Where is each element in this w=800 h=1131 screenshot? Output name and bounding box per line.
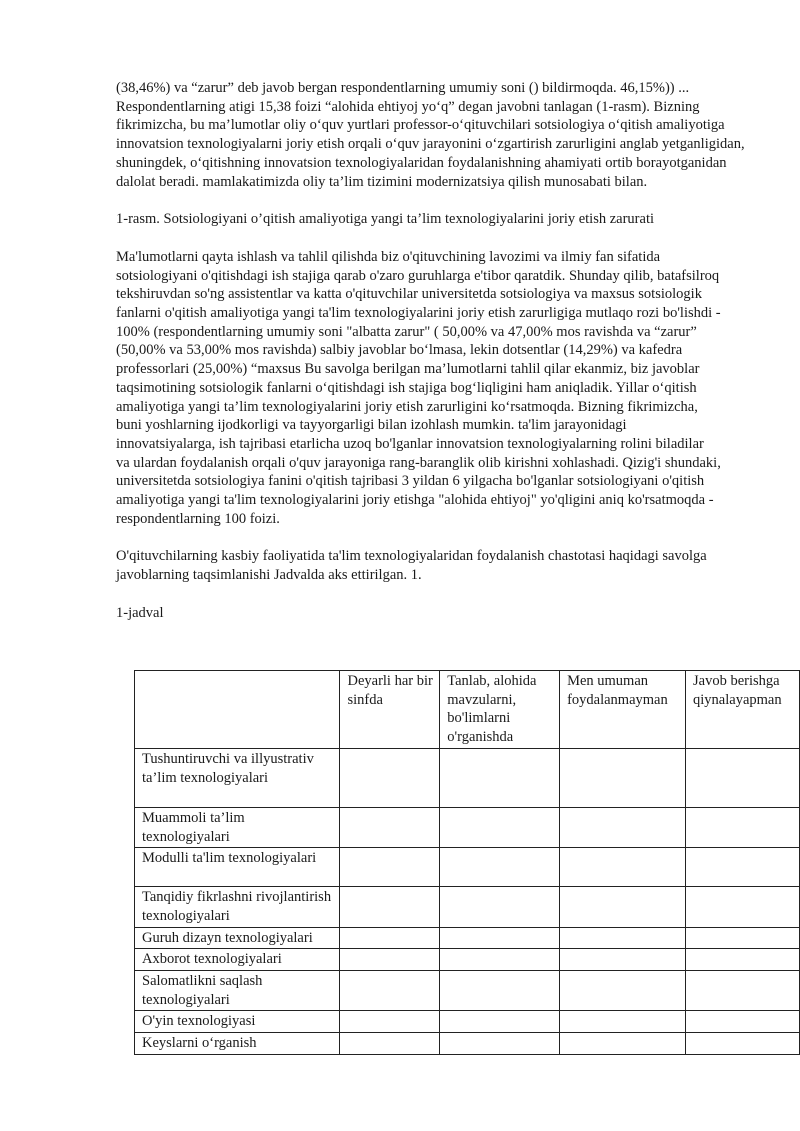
table-cell xyxy=(686,1033,800,1055)
header-cell-not-used: Men umuman foydalanmayman xyxy=(560,671,686,749)
table-row xyxy=(135,887,800,927)
table-cell xyxy=(686,971,800,1011)
row-label: Axborot texnologiyalari xyxy=(135,949,340,971)
table-cell xyxy=(686,748,800,807)
table-row xyxy=(135,1011,800,1033)
analysis-paragraph: Ma'lumotlarni qayta ishlash va tahlil qilishda biz o'qituvchining lavozimi va ilmiy fan sifatida sotsiologiyani o'qitishdagi ish stajiga qarab o'zaro guruhlarga e'tibor qaratdik. Shunday qilib, batafsilroq tekshiruvdan so'ng assistentlar va katta o'qituvchilar universitetda sotsiologiya va maxsus sotsiologik fanlarni o'qitish amaliyotiga yangi ta'lim texnologiyalarini joriy etish zarurligiga mutlaqo rozi bo'lishdi - 100% (respondentlarning umumiy soni "albatta zarur" ( 50,00% va 47,00% mos ravishda va “zarur” (50,00% va 53,00% mos ravishda) salbiy javoblar bo‘lmasa, lekin dotsentlar (14,29%) va kafedra professorlari (25,00%) “maxsus Bu savolga berilgan ma’lumotlarni tahlil qilar ekanmiz, biz javoblar taqsimotining sotsiologik fanlarni o‘qitishdagi ish stajiga bog‘liqligini ham aniqladik. Yillar o‘qitish amaliyotiga yangi ta’lim texnologiyalarini joriy etish zarurligini ko‘rsatmoqda. Bizning fikrimizcha, buni yoshlarning ijodkorligi va tayyorgarligi bilan izohlash mumkin. ta'lim jarayonidagi innovatsiyalarga, ish tajribasi etarlicha uzoq bo'lganlar innovatsion texnologiyalarning rolini biladilar va ulardan foydalanish orqali o'quv jarayoniga rang-baranglik olib kirishni xohlashadi. Qizig'i shundaki, universitetda sotsiologiya fanini o'qitish tajribasi 3 yildan 6 yilgacha bo'lganlar sotsiologiyani o'qitish amaliyotiga yangi ta'lim texnologiyalarini joriy etishga "alohida ehtiyoj" yo'qligini aniq ko'rsatmoqda - respondentlarning 100 foizi. xyxy=(116,248,721,527)
table-intro-paragraph: O'qituvchilarning kasbiy faoliyatida ta'lim texnologiyalaridan foydalanish chastotasi haqidagi savolga javoblarning taqsimlanishi Jadvalda aks ettirilgan. 1. xyxy=(116,548,707,584)
table-row xyxy=(135,748,800,807)
table-cell xyxy=(686,1011,800,1033)
table-cell xyxy=(440,848,560,887)
intro-paragraph: (38,46%) va “zarur” deb javob bergan respondentlarning umumiy soni () bildirmoqda. 46,15%)) ... Respondentlarning atigi 15,38 foizi “alohida ehtiyoj yo‘q” degan javobni tanlagan (1-rasm). Bizning fikrimizcha, bu ma’lumotlar oliy o‘quv yurtlari professor-o‘qituvchilari sotsiologiya o‘qitish amaliyotiga innovatsion texnologiyalarni joriy etish orqali o‘quv jarayonini o‘zgartirish zarurligini anglab yetganligidan, shuningdek, o‘qitishning innovatsion texnologiyalaridan foydalanishning ahamiyati ortib borayotganidan dalolat beradi. mamlakatimizda oliy ta’lim tizimini modernizatsiya qilish munosabati bilan. xyxy=(116,80,745,190)
row-label: Muammoli ta’lim texnologiyalari xyxy=(135,807,340,847)
table-cell xyxy=(686,807,800,847)
table-cell xyxy=(440,927,560,949)
table-cell xyxy=(440,887,560,927)
row-label: Modulli ta'lim texnologiyalari xyxy=(135,848,340,887)
table-cell xyxy=(440,1033,560,1055)
table-cell xyxy=(686,927,800,949)
table-header-row xyxy=(135,671,800,749)
technologies-table xyxy=(134,670,800,1055)
table-label: 1-jadval xyxy=(116,604,164,621)
table-row xyxy=(135,1033,800,1055)
table-row xyxy=(135,949,800,971)
table-cell xyxy=(560,927,686,949)
table-cell xyxy=(340,927,440,949)
table-cell xyxy=(440,1011,560,1033)
row-label: O'yin texnologiyasi xyxy=(135,1011,340,1033)
table-cell xyxy=(560,949,686,971)
table-cell xyxy=(560,807,686,847)
table-cell xyxy=(340,807,440,847)
row-label: Salomatlikni saqlash texnologiyalari xyxy=(135,971,340,1011)
table-cell xyxy=(560,848,686,887)
table-cell xyxy=(340,848,440,887)
table-cell xyxy=(686,848,800,887)
header-cell-empty xyxy=(135,671,340,749)
table-cell xyxy=(440,748,560,807)
row-label: Tanqidiy fikrlashni rivojlantirish texnologiyalari xyxy=(135,887,340,927)
table-cell xyxy=(440,949,560,971)
table-cell xyxy=(686,887,800,927)
table-cell xyxy=(340,887,440,927)
row-label: Tushuntiruvchi va illyustrativ ta’lim texnologiyalari xyxy=(135,748,340,807)
table-cell xyxy=(340,748,440,807)
table-cell xyxy=(560,887,686,927)
table-cell xyxy=(686,949,800,971)
table-row xyxy=(135,971,800,1011)
table-cell xyxy=(340,971,440,1011)
header-cell-hard-to-answer: Javob berishga qiynalayapman xyxy=(686,671,800,749)
table-row xyxy=(135,807,800,847)
table-cell xyxy=(440,807,560,847)
header-cell-every-class: Deyarli har bir sinfda xyxy=(340,671,440,749)
header-cell-selective: Tanlab, alohida mavzularni, bo'limlarni o'rganishda xyxy=(440,671,560,749)
table-row xyxy=(135,927,800,949)
table-cell xyxy=(340,949,440,971)
row-label: Guruh dizayn texnologiyalari xyxy=(135,927,340,949)
document-page xyxy=(116,79,800,623)
table-cell xyxy=(560,748,686,807)
table-cell xyxy=(340,1011,440,1033)
table-row xyxy=(135,848,800,887)
table-cell xyxy=(340,1033,440,1055)
table-cell xyxy=(560,1011,686,1033)
table-cell xyxy=(440,971,560,1011)
table-cell xyxy=(560,1033,686,1055)
row-label: Keyslarni o‘rganish xyxy=(135,1033,340,1055)
figure-caption: 1-rasm. Sotsiologiyani o’qitish amaliyotiga yangi ta’lim texnologiyalarini joriy etish zarurati xyxy=(116,211,655,228)
table-cell xyxy=(560,971,686,1011)
